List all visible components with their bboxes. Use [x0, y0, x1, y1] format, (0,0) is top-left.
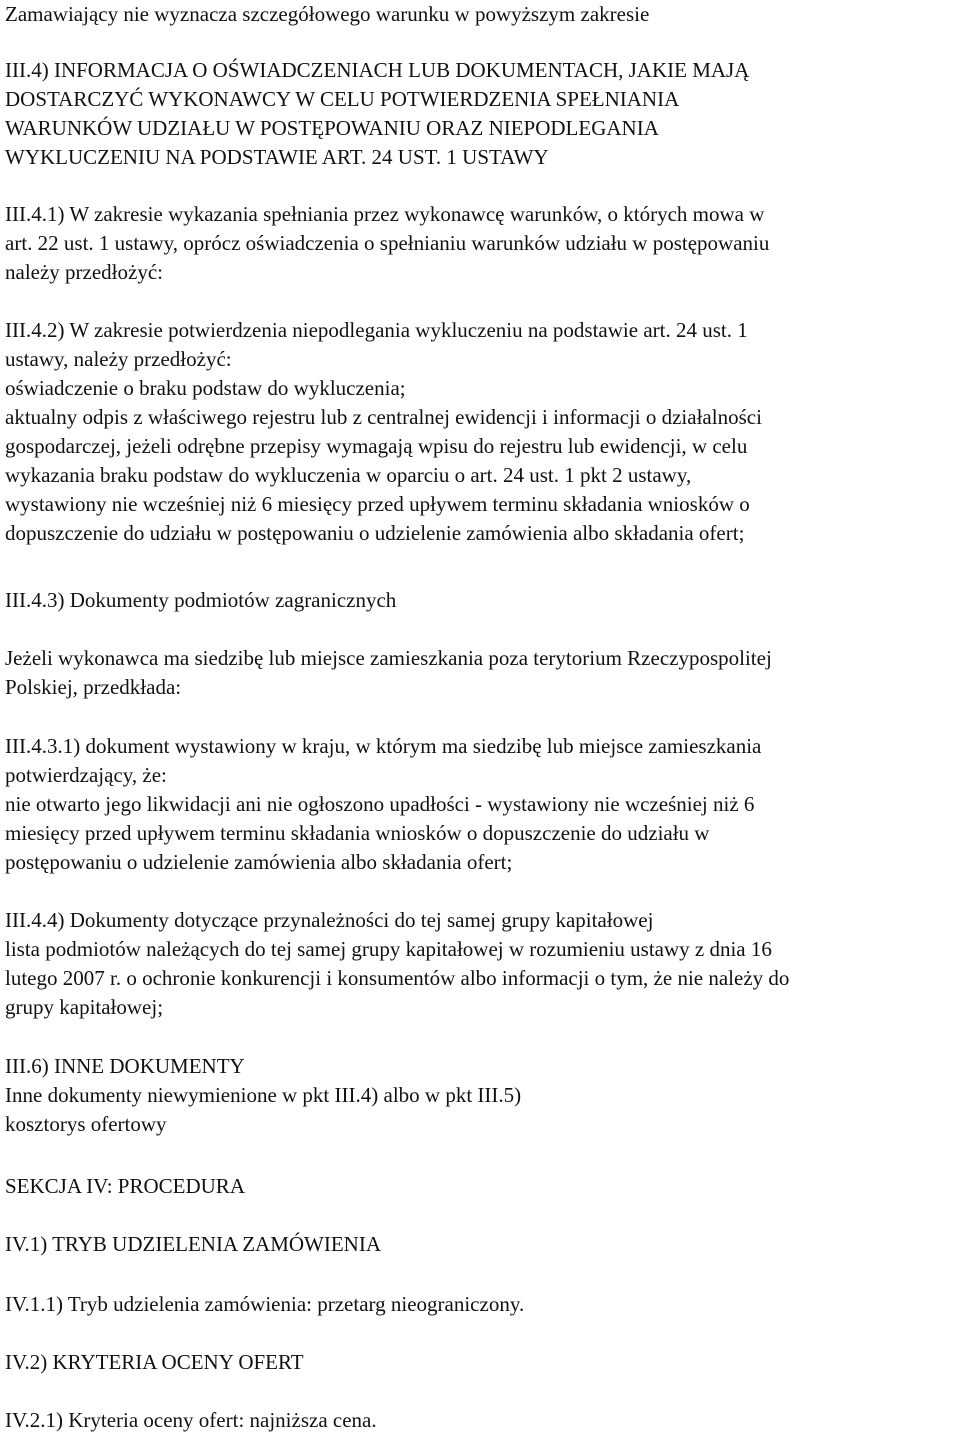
text-line: III.4) INFORMACJA O OŚWIADCZENIACH LUB DOKUMENTACH, JAKIE MAJĄ	[5, 58, 750, 82]
section-III-6	[5, 1052, 521, 1139]
section-III-4-3-1	[5, 732, 761, 877]
text-line: III.4.2) W zakresie potwierdzenia niepodlegania wykluczeniu na podstawie art. 24 ust. 1	[5, 318, 748, 342]
text-line: WYKLUCZENIU NA PODSTAWIE ART. 24 UST. 1 USTAWY	[5, 145, 549, 169]
text-line: wykazania braku podstaw do wykluczenia w oparciu o art. 24 ust. 1 pkt 2 ustawy,	[5, 463, 692, 487]
text-line: IV.2) KRYTERIA OCENY OFERT	[5, 1350, 304, 1374]
text-line: nie otwarto jego likwidacji ani nie ogłoszono upadłości - wystawiony nie wcześniej niż 6	[5, 792, 755, 816]
text-line: DOSTARCZYĆ WYKONAWCY W CELU POTWIERDZENIA SPEŁNIANIA	[5, 87, 680, 111]
section-III-4-4	[5, 906, 789, 1022]
text-line: miesięcy przed upływem terminu składania wniosków o dopuszczenie do udziału w	[5, 821, 710, 845]
section-IV	[5, 1172, 245, 1201]
text-line: postępowaniu o udzielenie zamówienia albo składania ofert;	[5, 850, 513, 874]
text-line: lutego 2007 r. o ochronie konkurencji i konsumentów albo informacji o tym, że nie należy do	[5, 966, 790, 990]
section-IV-2	[5, 1348, 304, 1377]
text-line: Zamawiający nie wyznacza szczegółowego warunku w powyższym zakresie	[5, 2, 650, 26]
text-line: III.4.4) Dokumenty dotyczące przynależności do tej samej grupy kapitałowej	[5, 908, 654, 932]
text-line: potwierdzający, że:	[5, 763, 167, 787]
text-line: grupy kapitałowej;	[5, 995, 164, 1019]
section-III-4-2	[5, 316, 762, 548]
section-IV-2-1	[5, 1406, 377, 1435]
text-line: SEKCJA IV: PROCEDURA	[5, 1174, 245, 1198]
text-line: lista podmiotów należących do tej samej grupy kapitałowej w rozumieniu ustawy z dnia 16	[5, 937, 772, 961]
text-line: wystawiony nie wcześniej niż 6 miesięcy przed upływem terminu składania wniosków o	[5, 492, 750, 516]
text-line: Polskiej, przedkłada:	[5, 675, 182, 699]
text-line: ustawy, należy przedłożyć:	[5, 347, 232, 371]
text-line: art. 22 ust. 1 ustawy, oprócz oświadczenia o spełnianiu warunków udziału w postępowaniu	[5, 231, 770, 255]
text-line: kosztorys ofertowy	[5, 1112, 167, 1136]
text-line: III.4.1) W zakresie wykazania spełniania przez wykonawcę warunków, o których mowa w	[5, 202, 765, 226]
intro-paragraph	[5, 0, 649, 29]
text-line: Jeżeli wykonawca ma siedzibę lub miejsce zamieszkania poza terytorium Rzeczypospolitej	[5, 646, 772, 670]
section-III-4-3	[5, 586, 396, 615]
text-line: IV.2.1) Kryteria oceny ofert: najniższa cena.	[5, 1408, 377, 1432]
section-IV-1	[5, 1230, 381, 1259]
section-III-4-3-intro	[5, 644, 772, 702]
text-line: aktualny odpis z właściwego rejestru lub z centralnej ewidencji i informacji o działalności	[5, 405, 762, 429]
text-line: gospodarczej, jeżeli odrębne przepisy wymagają wpisu do rejestru lub ewidencji, w celu	[5, 434, 748, 458]
text-line: WARUNKÓW UDZIAŁU W POSTĘPOWANIU ORAZ NIEPODLEGANIA	[5, 116, 659, 140]
text-line: dopuszczenie do udziału w postępowaniu o udzielenie zamówienia albo składania ofert;	[5, 521, 745, 545]
text-line: III.4.3.1) dokument wystawiony w kraju, w którym ma siedzibę lub miejsce zamieszkania	[5, 734, 762, 758]
section-IV-1-1	[5, 1290, 524, 1319]
text-line: IV.1.1) Tryb udzielenia zamówienia: przetarg nieograniczony.	[5, 1292, 525, 1316]
text-line: oświadczenie o braku podstaw do wykluczenia;	[5, 376, 406, 400]
section-III-4-1	[5, 200, 769, 287]
text-line: należy przedłożyć:	[5, 260, 163, 284]
text-line: IV.1) TRYB UDZIELENIA ZAMÓWIENIA	[5, 1232, 382, 1256]
section-heading-III-4	[5, 56, 749, 172]
text-line: III.6) INNE DOKUMENTY	[5, 1054, 245, 1078]
text-line: III.4.3) Dokumenty podmiotów zagranicznych	[5, 588, 397, 612]
text-line: Inne dokumenty niewymienione w pkt III.4) albo w pkt III.5)	[5, 1083, 522, 1107]
